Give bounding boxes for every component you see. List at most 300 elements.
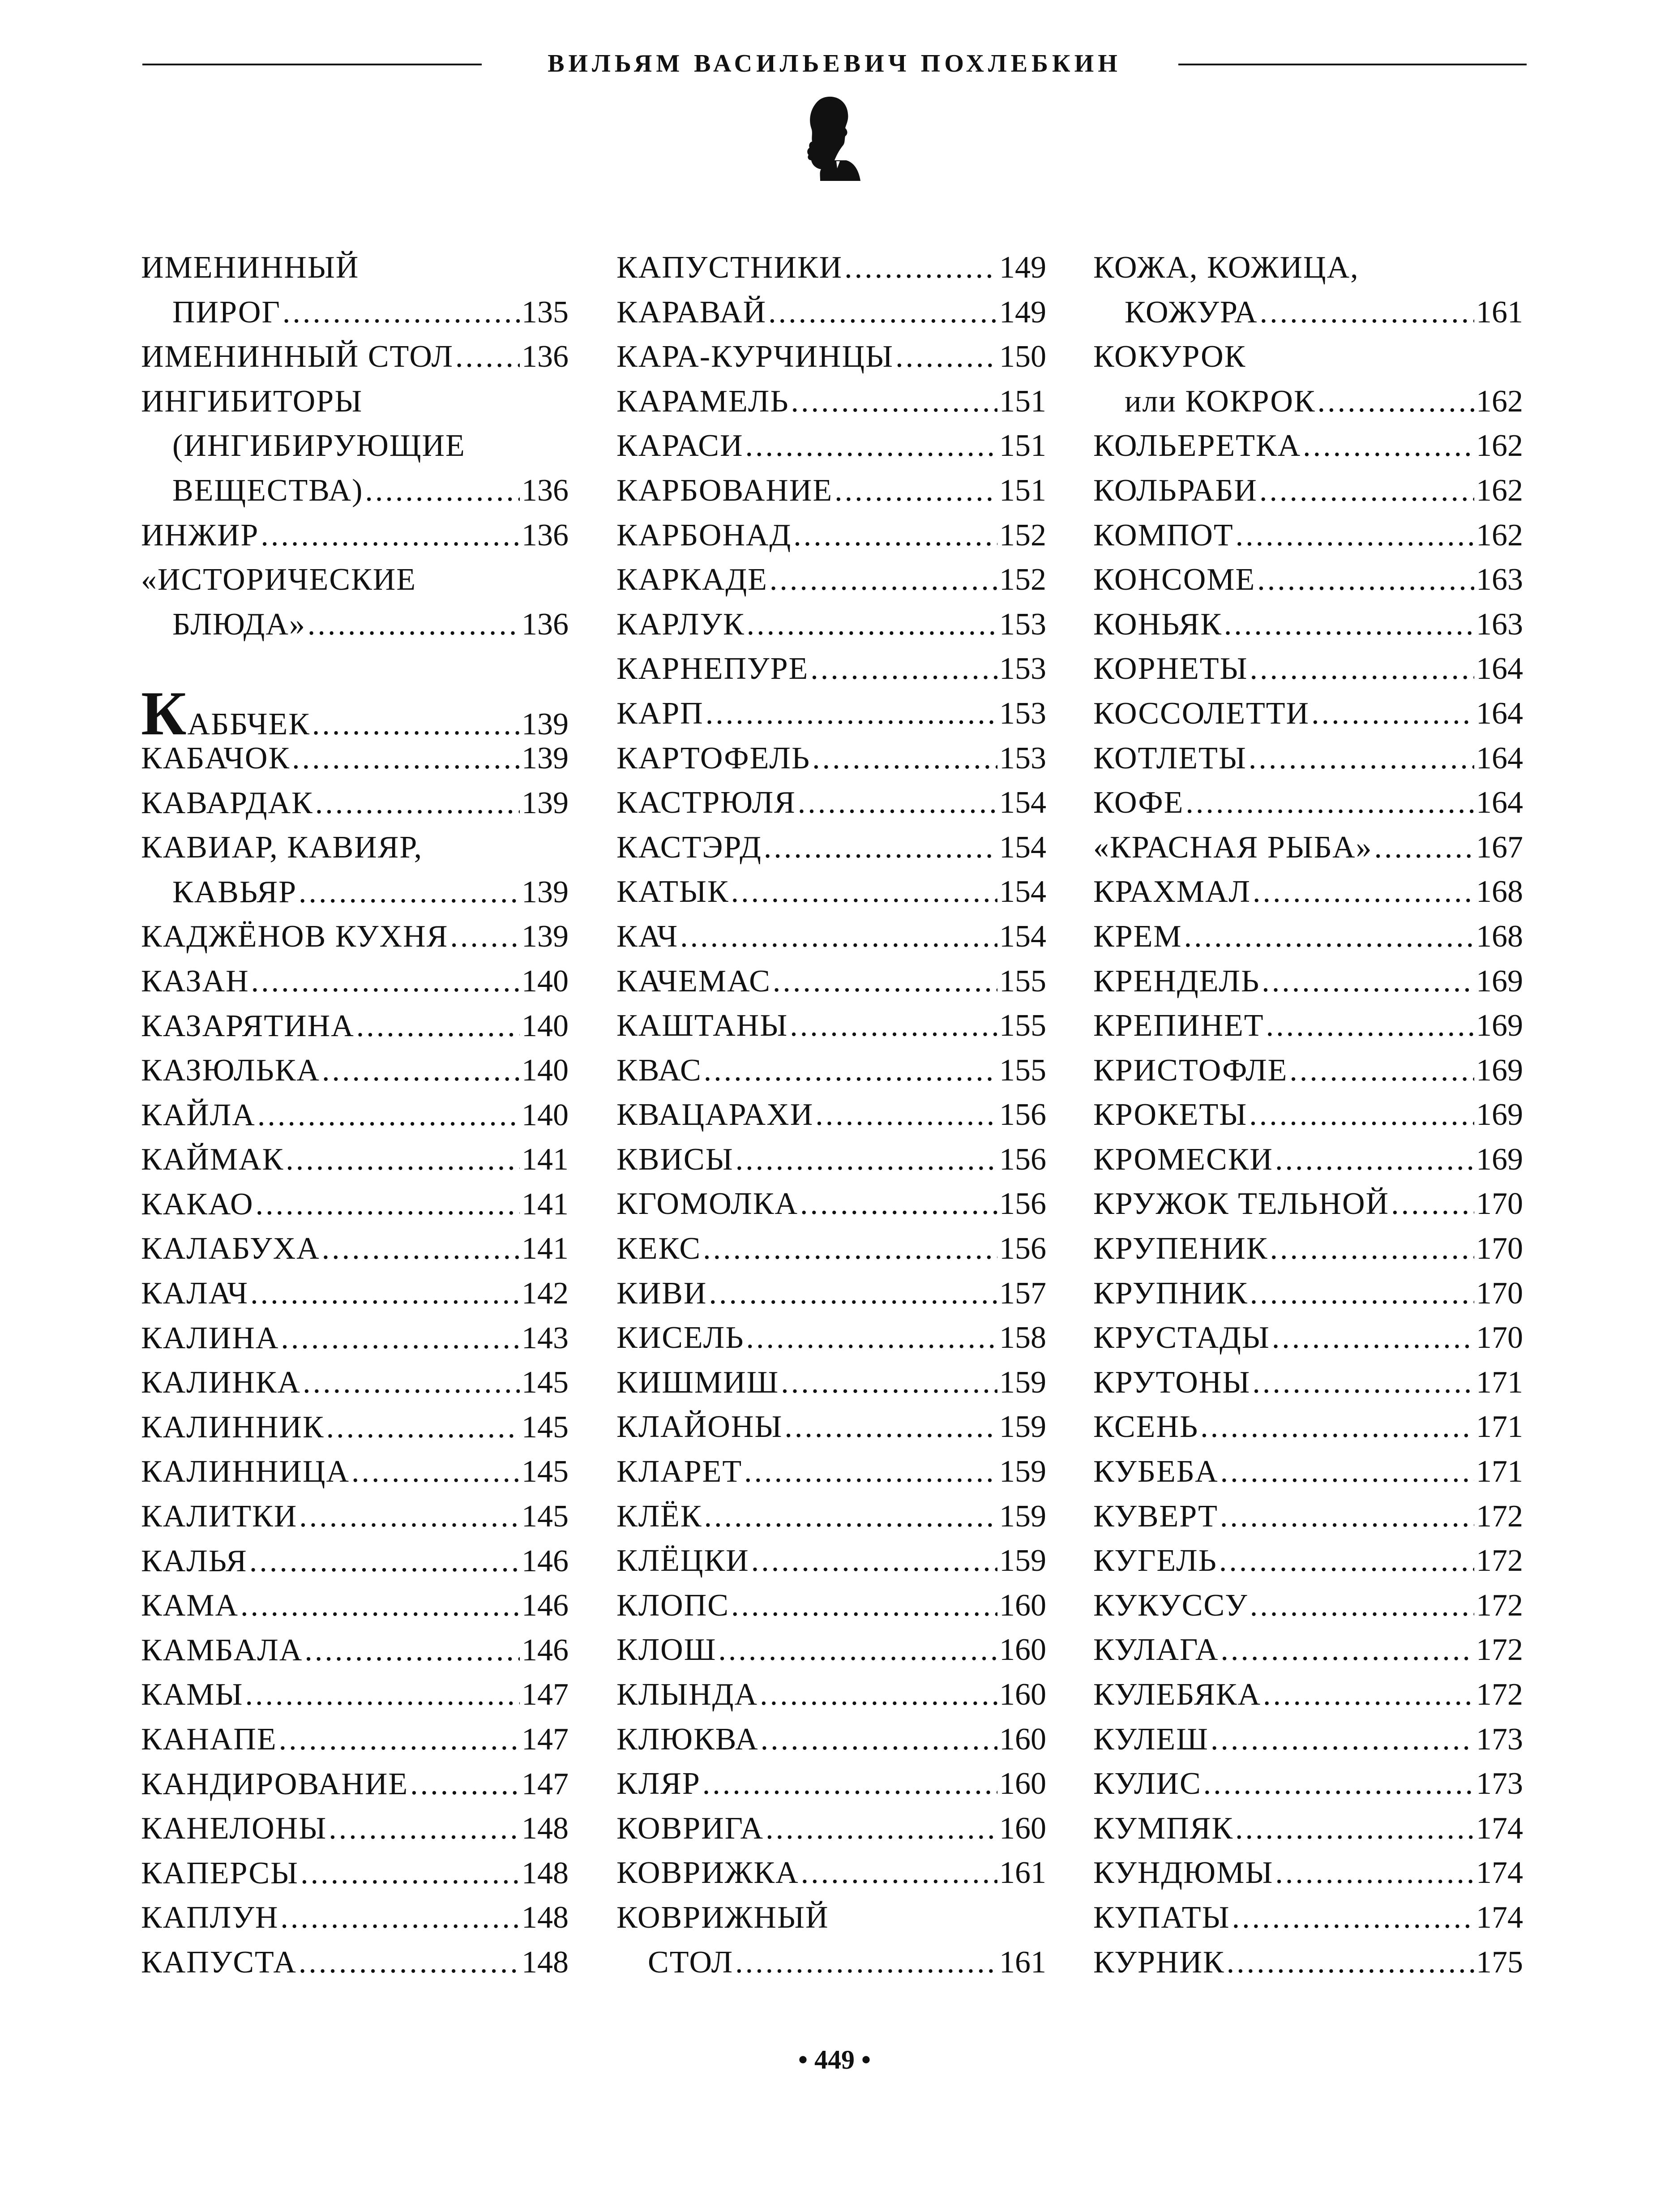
index-entry bbox=[616, 1182, 1046, 1226]
dot-leader bbox=[815, 1093, 997, 1137]
index-entry bbox=[141, 379, 569, 424]
dot-leader bbox=[329, 1806, 520, 1851]
dot-leader bbox=[299, 1940, 520, 1985]
dot-leader bbox=[801, 1851, 997, 1895]
dot-leader bbox=[282, 290, 520, 335]
index-term-rest: АББЧЕК bbox=[187, 707, 310, 742]
dot-leader bbox=[300, 1851, 520, 1896]
index-page-number: 147 bbox=[522, 1722, 569, 1757]
index-entry bbox=[616, 334, 1046, 379]
index-page-number: 146 bbox=[522, 1633, 569, 1668]
index-entry bbox=[141, 1405, 569, 1450]
index-term: СТОЛ bbox=[648, 1945, 734, 1980]
dot-leader bbox=[791, 379, 997, 424]
index-term: КОЛЬЕРЕТКА bbox=[1093, 429, 1301, 463]
index-term: «КРАСНАЯ РЫБА» bbox=[1093, 830, 1373, 865]
index-page-number: 143 bbox=[522, 1320, 569, 1355]
dot-leader bbox=[1200, 1405, 1474, 1449]
index-entry bbox=[141, 736, 569, 781]
index-entry bbox=[1093, 1672, 1523, 1717]
index-term: КЛЁК bbox=[616, 1499, 702, 1534]
index-entry bbox=[141, 1717, 569, 1762]
index-entry bbox=[616, 825, 1046, 870]
index-page-number: 169 bbox=[1476, 1097, 1523, 1132]
index-page-number: 164 bbox=[1476, 696, 1523, 731]
index-page-number: 162 bbox=[1476, 384, 1523, 419]
index-term: КЛОПС bbox=[616, 1588, 729, 1623]
dot-leader bbox=[770, 557, 997, 602]
index-page-number: 171 bbox=[1476, 1454, 1523, 1489]
index-term: КЛЯР bbox=[616, 1766, 701, 1801]
dot-leader bbox=[736, 1137, 997, 1182]
index-entry bbox=[1093, 1449, 1523, 1494]
index-entry bbox=[1093, 647, 1523, 691]
index-page-number: 151 bbox=[999, 473, 1046, 508]
index-term: КАБАЧОК bbox=[141, 741, 291, 776]
index-page-number: 151 bbox=[999, 429, 1046, 463]
index-page-number: 175 bbox=[1476, 1945, 1523, 1980]
index-entry bbox=[616, 736, 1046, 781]
index-page-number: 136 bbox=[522, 607, 569, 642]
index-entry bbox=[616, 1628, 1046, 1672]
index-term: КАДЖЁНОВ КУХНЯ bbox=[141, 919, 449, 954]
index-page-number: 135 bbox=[522, 295, 569, 330]
dot-leader bbox=[793, 513, 997, 558]
index-entry bbox=[616, 1449, 1046, 1494]
index-entry bbox=[141, 1940, 569, 1985]
index-column-2 bbox=[616, 245, 1046, 1985]
index-entry bbox=[1093, 1226, 1523, 1271]
index-page-number: 169 bbox=[1476, 1142, 1523, 1177]
index-entry bbox=[616, 1226, 1046, 1271]
dot-leader bbox=[365, 468, 520, 513]
dot-leader bbox=[704, 1048, 997, 1093]
index-term: КАРАМЕЛЬ bbox=[616, 384, 789, 419]
index-term: КАРА-КУРЧИНЦЫ bbox=[616, 339, 894, 374]
index-term: КУБЕБА bbox=[1093, 1454, 1219, 1489]
index-page-number: 140 bbox=[522, 1097, 569, 1132]
dot-leader bbox=[790, 1003, 997, 1048]
index-page-number: 154 bbox=[999, 919, 1046, 954]
index-term: КОРНЕТЫ bbox=[1093, 652, 1248, 686]
dot-leader bbox=[250, 1271, 520, 1316]
index-column-1 bbox=[141, 245, 569, 1985]
index-entry bbox=[1093, 1494, 1523, 1539]
dot-leader bbox=[761, 1717, 997, 1762]
index-term: КЛАРЕТ bbox=[616, 1454, 743, 1489]
dot-leader bbox=[718, 1628, 997, 1672]
index-term: КИШМИШ bbox=[616, 1365, 779, 1400]
index-term: КВАЦАРАХИ bbox=[616, 1097, 814, 1132]
index-page-number: 171 bbox=[1476, 1410, 1523, 1445]
index-term: КЛЁЦКИ bbox=[616, 1543, 749, 1578]
index-entry bbox=[1093, 1048, 1523, 1093]
index-term: КЛЫНДА bbox=[616, 1677, 758, 1712]
index-term: ИМЕНИННЫЙ bbox=[141, 250, 359, 285]
index-entry bbox=[616, 1806, 1046, 1851]
dot-leader bbox=[703, 1226, 997, 1271]
index-entry bbox=[616, 870, 1046, 914]
index-term: ПИРОГ bbox=[172, 295, 281, 330]
index-term: КАРБОНАД bbox=[616, 518, 792, 553]
index-term: КОТЛЕТЫ bbox=[1093, 741, 1247, 776]
index-page-number: 154 bbox=[999, 830, 1046, 865]
index-term: КАЛИНА bbox=[141, 1320, 279, 1355]
index-page-number: 145 bbox=[522, 1454, 569, 1489]
index-entry bbox=[616, 424, 1046, 468]
dot-leader bbox=[834, 468, 997, 513]
index-page-number: 145 bbox=[522, 1499, 569, 1534]
index-page-number: 148 bbox=[522, 1856, 569, 1890]
index-page-number: 163 bbox=[1476, 607, 1523, 642]
dot-leader bbox=[746, 1316, 997, 1360]
index-entry bbox=[1093, 245, 1523, 290]
dot-leader bbox=[1318, 379, 1474, 424]
header-rule-right bbox=[1178, 64, 1527, 65]
index-page-number: 160 bbox=[999, 1722, 1046, 1757]
index-page-number: 164 bbox=[1476, 741, 1523, 776]
index-page-number: 155 bbox=[999, 964, 1046, 999]
index-term: КИСЕЛЬ bbox=[616, 1320, 745, 1355]
dot-leader bbox=[764, 825, 997, 870]
dot-leader bbox=[1275, 1851, 1474, 1895]
index-term: КОНЬЯК bbox=[1093, 607, 1222, 642]
dot-leader bbox=[351, 1449, 520, 1494]
index-term: (ИНГИБИРУЮЩИЕ bbox=[172, 429, 466, 463]
index-page-number: 146 bbox=[522, 1588, 569, 1623]
dot-leader bbox=[1263, 1672, 1474, 1717]
index-entry bbox=[616, 513, 1046, 558]
dot-leader bbox=[744, 1449, 997, 1494]
index-column-3 bbox=[1093, 245, 1523, 1985]
index-page-number: 146 bbox=[522, 1543, 569, 1578]
dot-leader bbox=[286, 1137, 520, 1182]
index-term: КСЕНЬ bbox=[1093, 1410, 1199, 1445]
index-term: КАЛЬЯ bbox=[141, 1543, 248, 1578]
dot-leader bbox=[1203, 1762, 1474, 1806]
index-term: «ИСТОРИЧЕСКИЕ bbox=[141, 562, 417, 597]
index-page-number: 169 bbox=[1476, 1008, 1523, 1043]
dot-leader bbox=[1262, 959, 1474, 1004]
index-entry bbox=[616, 647, 1046, 691]
dot-leader bbox=[1227, 1940, 1474, 1985]
index-term: КАЙЛА bbox=[141, 1097, 256, 1132]
index-term: КАМА bbox=[141, 1588, 239, 1623]
index-entry bbox=[616, 1494, 1046, 1539]
index-entry bbox=[141, 1316, 569, 1361]
index-term: КОВРИЖНЫЙ bbox=[616, 1900, 829, 1935]
index-page-number: 148 bbox=[522, 1811, 569, 1846]
dot-leader bbox=[455, 334, 520, 379]
index-entry bbox=[616, 602, 1046, 647]
dot-leader bbox=[256, 1182, 520, 1227]
dot-leader bbox=[1260, 290, 1474, 335]
dot-leader bbox=[747, 602, 997, 647]
dot-leader bbox=[798, 780, 997, 825]
index-page-number: 141 bbox=[522, 1231, 569, 1266]
dot-leader bbox=[1249, 1093, 1474, 1137]
index-term: КРУТОНЫ bbox=[1093, 1365, 1251, 1400]
dot-leader bbox=[731, 870, 997, 914]
dot-leader bbox=[768, 290, 997, 335]
dot-leader bbox=[261, 513, 520, 558]
index-page-number: 160 bbox=[999, 1766, 1046, 1801]
index-entry bbox=[1093, 557, 1523, 602]
index-term: КАРЛУК bbox=[616, 607, 745, 642]
index-entry bbox=[141, 513, 569, 558]
index-entry bbox=[1093, 1895, 1523, 1940]
index-page-number: 169 bbox=[1476, 1053, 1523, 1088]
dot-leader bbox=[1266, 1003, 1474, 1048]
index-entry bbox=[141, 602, 569, 647]
index-entry bbox=[1093, 1717, 1523, 1762]
index-entry bbox=[141, 1449, 569, 1494]
dot-leader bbox=[1211, 1717, 1474, 1762]
index-entry bbox=[616, 959, 1046, 1004]
index-entry bbox=[1093, 1271, 1523, 1316]
dot-leader bbox=[895, 334, 997, 379]
index-entry bbox=[141, 1539, 569, 1584]
index-entry bbox=[141, 1093, 569, 1138]
dot-leader bbox=[322, 1226, 520, 1271]
index-entry bbox=[616, 780, 1046, 825]
index-page-number: 140 bbox=[522, 1008, 569, 1043]
index-term: КРЕМ bbox=[1093, 919, 1182, 954]
dot-leader bbox=[240, 1583, 520, 1628]
index-term: КАЛИННИЦА bbox=[141, 1454, 350, 1489]
author-silhouette-icon bbox=[793, 93, 865, 183]
index-term: КАЛАЧ bbox=[141, 1276, 249, 1311]
index-term: КАТЫК bbox=[616, 875, 729, 909]
index-page-number: 139 bbox=[522, 919, 569, 954]
index-term: КЛАЙОНЫ bbox=[616, 1410, 783, 1445]
index-entry bbox=[616, 1717, 1046, 1762]
dot-leader bbox=[1272, 1316, 1474, 1360]
index-term: КАВИАР, КАВИЯР, bbox=[141, 830, 423, 865]
index-page-number: 170 bbox=[1476, 1187, 1523, 1222]
index-term: КУЛИС bbox=[1093, 1766, 1202, 1801]
section-spacer bbox=[141, 647, 569, 691]
index-term: КАНЕЛОНЫ bbox=[141, 1811, 327, 1846]
header-title: ВИЛЬЯМ ВАСИЛЬЕВИЧ ПОХЛЕБКИН bbox=[548, 50, 1121, 77]
index-entry bbox=[141, 245, 569, 290]
dot-leader bbox=[1253, 870, 1474, 914]
dot-leader bbox=[702, 1762, 997, 1806]
dot-leader bbox=[1252, 1360, 1474, 1405]
index-term: КРЕПИНЕТ bbox=[1093, 1008, 1264, 1043]
dot-leader bbox=[299, 870, 520, 915]
index-page-number: 161 bbox=[999, 1856, 1046, 1890]
index-term: КАЙМАК bbox=[141, 1142, 284, 1177]
index-term: КВИСЫ bbox=[616, 1142, 734, 1177]
index-entry bbox=[141, 1895, 569, 1940]
index-page-number: 139 bbox=[522, 875, 569, 909]
index-term: КАЗАРЯТИНА bbox=[141, 1008, 355, 1043]
index-term: КАРБОВАНИЕ bbox=[616, 473, 833, 508]
index-page-number: 171 bbox=[1476, 1365, 1523, 1400]
index-term: КРУСТАДЫ bbox=[1093, 1320, 1270, 1355]
dot-leader bbox=[280, 1895, 520, 1940]
dot-leader bbox=[450, 914, 520, 959]
index-entry bbox=[1093, 1628, 1523, 1672]
dot-leader bbox=[731, 1583, 997, 1628]
index-entry bbox=[616, 1940, 1046, 1985]
index-entry bbox=[1093, 1940, 1523, 1985]
dot-leader bbox=[1303, 424, 1474, 468]
index-term: КАШТАНЫ bbox=[616, 1008, 788, 1043]
index-term: КУВЕРТ bbox=[1093, 1499, 1218, 1534]
dot-leader bbox=[1250, 1271, 1474, 1316]
index-page-number: 141 bbox=[522, 1187, 569, 1222]
dot-leader bbox=[1219, 1539, 1474, 1583]
index-page-number: 161 bbox=[1476, 295, 1523, 330]
index-page-number: 172 bbox=[1476, 1633, 1523, 1668]
index-page-number: 159 bbox=[999, 1454, 1046, 1489]
index-page-number: 139 bbox=[522, 785, 569, 820]
index-entry bbox=[616, 1405, 1046, 1449]
index-term: КУРНИК bbox=[1093, 1945, 1225, 1980]
index-term: БЛЮДА» bbox=[172, 607, 306, 642]
index-page-number: 159 bbox=[999, 1543, 1046, 1578]
dot-leader bbox=[680, 914, 997, 959]
index-term: КАПУСТА bbox=[141, 1945, 297, 1980]
dot-leader bbox=[281, 1316, 520, 1361]
index-page-number: 141 bbox=[522, 1142, 569, 1177]
index-entry bbox=[141, 870, 569, 915]
dot-leader bbox=[1270, 1226, 1474, 1271]
index-term: КУНДЮМЫ bbox=[1093, 1856, 1274, 1890]
dot-leader bbox=[322, 1048, 520, 1093]
dot-leader bbox=[1220, 1494, 1474, 1539]
index-page-number: 159 bbox=[999, 1499, 1046, 1534]
index-term: ИНГИБИТОРЫ bbox=[141, 384, 363, 419]
index-page-number: 170 bbox=[1476, 1231, 1523, 1266]
index-term: КГОМОЛКА bbox=[616, 1187, 798, 1222]
dot-leader bbox=[1236, 513, 1474, 558]
index-entry bbox=[616, 245, 1046, 290]
index-entry bbox=[616, 1048, 1046, 1093]
index-term: КРЕНДЕЛЬ bbox=[1093, 964, 1260, 999]
index-entry bbox=[1093, 513, 1523, 558]
index-page-number: 159 bbox=[999, 1365, 1046, 1400]
index-entry bbox=[616, 1137, 1046, 1182]
index-entry bbox=[616, 1539, 1046, 1583]
index-page-number: 172 bbox=[1476, 1677, 1523, 1712]
index-entry bbox=[141, 1271, 569, 1316]
index-page-number: 140 bbox=[522, 1053, 569, 1088]
index-term: КАНДИРОВАНИЕ bbox=[141, 1766, 409, 1801]
index-page-number: 142 bbox=[522, 1276, 569, 1311]
index-page-number: 174 bbox=[1476, 1811, 1523, 1846]
index-entry bbox=[1093, 1137, 1523, 1182]
dot-leader bbox=[735, 1940, 997, 1985]
index-page-number: 160 bbox=[999, 1633, 1046, 1668]
index-entry bbox=[141, 1583, 569, 1628]
index-entry bbox=[141, 557, 569, 602]
index-entry bbox=[616, 1003, 1046, 1048]
index-entry bbox=[616, 691, 1046, 736]
index-term: КАРНЕПУРЕ bbox=[616, 652, 809, 686]
index-term: КАПЛУН bbox=[141, 1900, 279, 1935]
index-page-number: 153 bbox=[999, 696, 1046, 731]
index-page-number: 174 bbox=[1476, 1856, 1523, 1890]
index-entry bbox=[141, 1004, 569, 1049]
index-entry bbox=[141, 959, 569, 1004]
index-entry bbox=[141, 825, 569, 870]
index-page-number: 160 bbox=[999, 1677, 1046, 1712]
index-page-number: 161 bbox=[999, 1945, 1046, 1980]
dot-leader bbox=[800, 1182, 997, 1226]
index-entry bbox=[141, 1672, 569, 1717]
dot-leader bbox=[279, 1717, 520, 1762]
dot-leader bbox=[249, 1539, 520, 1584]
dot-leader bbox=[810, 647, 997, 691]
dot-leader bbox=[356, 1004, 520, 1049]
index-page-number: 164 bbox=[1476, 652, 1523, 686]
index-entry bbox=[616, 1271, 1046, 1316]
index-entry bbox=[1093, 1583, 1523, 1628]
index-entry bbox=[616, 1583, 1046, 1628]
index-page-number: 172 bbox=[1476, 1543, 1523, 1578]
index-entry bbox=[616, 468, 1046, 513]
index-page-number: 148 bbox=[522, 1945, 569, 1980]
index-term: КАВЬЯР bbox=[172, 875, 297, 909]
index-entry bbox=[1093, 602, 1523, 647]
index-page-number: 148 bbox=[522, 1900, 569, 1935]
index-term: КРАХМАЛ bbox=[1093, 875, 1251, 909]
index-page-number: 168 bbox=[1476, 919, 1523, 954]
dot-leader bbox=[308, 602, 520, 647]
index-page-number: 162 bbox=[1476, 429, 1523, 463]
index-entry bbox=[1093, 1182, 1523, 1226]
index-page-number: 136 bbox=[522, 473, 569, 508]
index-term: КАРКАДЕ bbox=[616, 562, 768, 597]
index-entry bbox=[1093, 1762, 1523, 1806]
index-term: КОЛЬРАБИ bbox=[1093, 473, 1258, 508]
dot-leader bbox=[251, 959, 520, 1004]
dot-leader bbox=[315, 781, 520, 826]
dot-leader bbox=[760, 1672, 997, 1717]
index-entry bbox=[1093, 468, 1523, 513]
index-entry bbox=[1093, 870, 1523, 914]
index-entry bbox=[141, 1806, 569, 1851]
index-entry bbox=[1093, 1003, 1523, 1048]
index-page-number: 155 bbox=[999, 1008, 1046, 1043]
index-page-number: 173 bbox=[1476, 1722, 1523, 1757]
index-term: КАКАО bbox=[141, 1187, 254, 1222]
index-page-number: 167 bbox=[1476, 830, 1523, 865]
index-entry bbox=[141, 1494, 569, 1539]
index-entry bbox=[616, 914, 1046, 959]
index-entry bbox=[1093, 959, 1523, 1004]
index-term: КАЧЕМАС bbox=[616, 964, 771, 999]
index-term: КРУПНИК bbox=[1093, 1276, 1248, 1311]
index-page-number: 174 bbox=[1476, 1900, 1523, 1935]
index-page-number: 156 bbox=[999, 1142, 1046, 1177]
index-entry bbox=[616, 1093, 1046, 1137]
index-page-number: 153 bbox=[999, 607, 1046, 642]
index-entry bbox=[1093, 1316, 1523, 1360]
index-page-number: 170 bbox=[1476, 1276, 1523, 1311]
dot-leader bbox=[304, 1628, 520, 1673]
index-entry bbox=[141, 1762, 569, 1807]
index-page-number: 164 bbox=[1476, 785, 1523, 820]
index-term: ВЕЩЕСТВА) bbox=[172, 473, 364, 508]
index-entry bbox=[1093, 1851, 1523, 1895]
index-term: КОВРИЖКА bbox=[616, 1856, 799, 1890]
dot-leader bbox=[245, 1672, 520, 1717]
index-term: КИВИ bbox=[616, 1276, 707, 1311]
